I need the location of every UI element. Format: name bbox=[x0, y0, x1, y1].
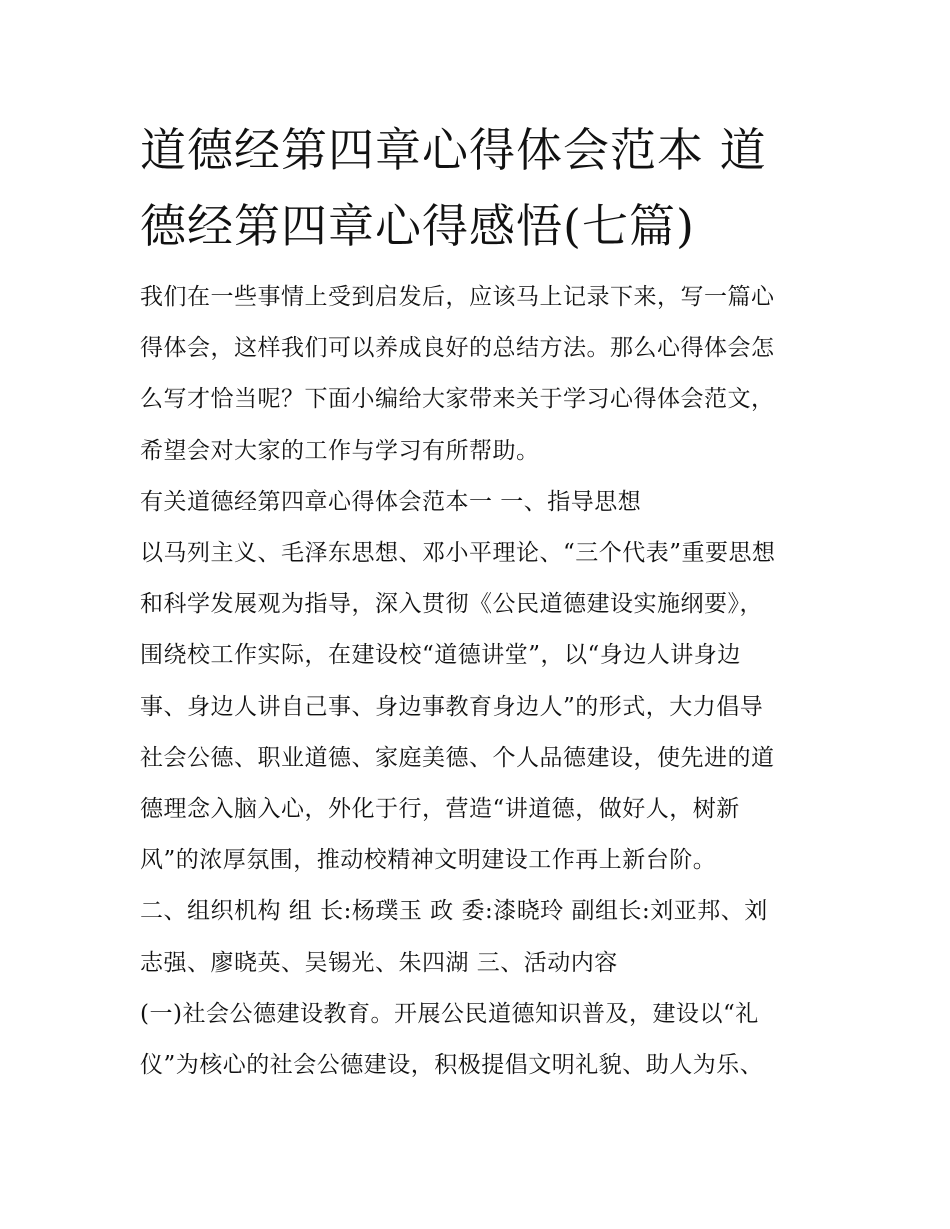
body-line: 仪”为核心的社会公德建设，积极提倡文明礼貌、助人为乐、 bbox=[140, 1052, 764, 1079]
document-body bbox=[140, 272, 820, 1091]
body-line: 风”的浓厚氛围，推动校精神文明建设工作再上新台阶。 bbox=[140, 847, 717, 874]
title-line: 德经第四章心得感悟(七篇) bbox=[140, 199, 695, 253]
body-line: 二、组织机构 组 长:杨璞玉 政 委:漆晓玲 副组长:刘亚邦、刘 bbox=[140, 898, 768, 925]
body-line: 么写才恰当呢？下面小编给大家带来关于学习心得体会范文， bbox=[140, 386, 775, 413]
document-title bbox=[140, 112, 820, 264]
body-line: 我们在一些事情上受到启发后，应该马上记录下来，写一篇心 bbox=[140, 284, 775, 310]
body-line: 事、身边人讲自己事、身边事教育身边人”的形式，大力倡导 bbox=[140, 693, 764, 720]
body-line: 希望会对大家的工作与学习有所帮助。 bbox=[140, 437, 540, 464]
body-line: 得体会，这样我们可以养成良好的总结方法。那么心得体会怎 bbox=[140, 335, 775, 362]
document-page bbox=[140, 112, 820, 1091]
body-line: 围绕校工作实际，在建设校“道德讲堂”，以“身边人讲身边 bbox=[140, 642, 741, 669]
body-line: 德理念入脑入心，外化于行，营造“讲道德，做好人，树新 bbox=[140, 796, 740, 823]
body-line: 社会公德、职业道德、家庭美德、个人品德建设，使先进的道 bbox=[140, 744, 775, 771]
body-line: 和科学发展观为指导，深入贯彻《公民道德建设实施纲要》， bbox=[140, 591, 763, 618]
title-line: 道德经第四章心得体会范本 道 bbox=[140, 123, 767, 177]
body-line: 有关道德经第四章心得体会范本一 一、指导思想 bbox=[140, 488, 642, 515]
body-line: 以马列主义、毛泽东思想、邓小平理论、“三个代表”重要思想 bbox=[140, 540, 776, 567]
body-line: 志强、廖晓英、吴锡光、朱四湖 三、活动内容 bbox=[140, 949, 618, 976]
body-line: (一)社会公德建设教育。开展公民道德知识普及，建设以“礼 bbox=[140, 1000, 759, 1027]
